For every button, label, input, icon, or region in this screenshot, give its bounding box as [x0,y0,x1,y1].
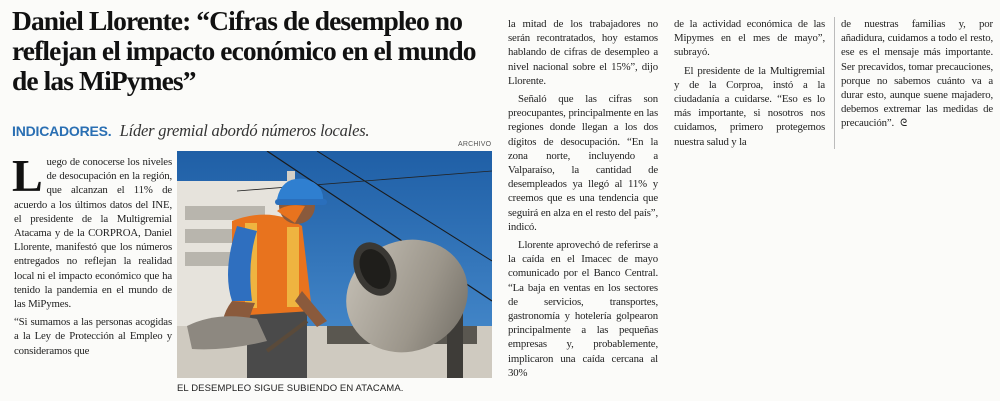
article-subhead: Líder gremial abordó números locales. [119,121,370,140]
article-column-1 [12,150,172,362]
article-column-3 [674,17,825,153]
col2-paragraph-3: Llorente aprovechó de referirse a la caída en el Imacec de mayo comunicado por el Banco Central. “La baja en ventas en los sectores de servicios, transportes, gastronomía y hotelería golpearon principalmente a las pequeñas empresas y, probablemente, implicaron una caída cercana al 30% [508,239,658,379]
photo-credit: ARCHIVO [458,141,492,148]
column-divider [834,17,835,149]
kicker-row [12,121,502,141]
article-photo [177,151,492,378]
article-headline: Daniel Llorente: “Cifras de desempleo no reflejan el impacto económico en el mundo de las MiPymes” [12,5,476,96]
article-column-2 [508,17,658,384]
worker-photo-illustration [177,151,492,378]
article-column-4 [841,17,993,136]
col2-paragraph-1: la mitad de los trabajadores no serán recontratados, hoy estamos hablando de cifras de desempleo a nivel nacional sobre el 15%”, dijo Llorente. [508,18,658,87]
col3-paragraph-1: de la actividad económica de las Mipymes en el mes de mayo”, subrayó. [674,18,825,59]
col1-paragraph-1: uego de conocerse los niveles de desocupación en la región, que alcanzan el 11% de acuerdo a los últimos datos del INE, el presidente de la Multigremial Atacama y de la CORPROA, Daniel Llorente, manifestó que los números entregados no reflejan la realidad local ni el impacto económico que ha tenido la pandemia en el mundo de las MiPymes. [14,156,172,311]
col2-paragraph-2: Señaló que las cifras son preocupantes, principalmente en las regiones donde llegan a los dos dígitos de desocupación. “En la zona norte, incluyendo a Valparaíso, la cantidad de desempleados ya llegó al 11% y creemos que es una tendencia que seguirá en alza en el resto del país”, indicó. [508,93,658,233]
col1-paragraph-2: “Si sumamos a las personas acogidas a la Ley de Protección al Empleo y consideramos que [14,316,172,357]
col4-paragraph-1: de nuestras familias y, por añadidura, cuidamos a todo el resto, ese es el mensaje más importante. Ser precavidos, tomar precauciones, porque no sabemos cuánto va a durar esto, aunque suene majadero, debemos extremar las medidas de precaución”. [841,18,993,130]
section-kicker: INDICADORES. [12,123,112,139]
end-of-article-icon: ᘓ [900,118,907,130]
col3-paragraph-2: El presidente de la Multigremial y de la Corproa, instó a la ciudadanía a cuidarse. “Eso es lo más importante, si nosotros nos cuidamos, primero protegemos nuestra salud y la [674,64,825,148]
dropcap-letter: L [12,150,43,201]
photo-caption: EL DESEMPLEO SIGUE SUBIENDO EN ATACAMA. [177,383,404,394]
